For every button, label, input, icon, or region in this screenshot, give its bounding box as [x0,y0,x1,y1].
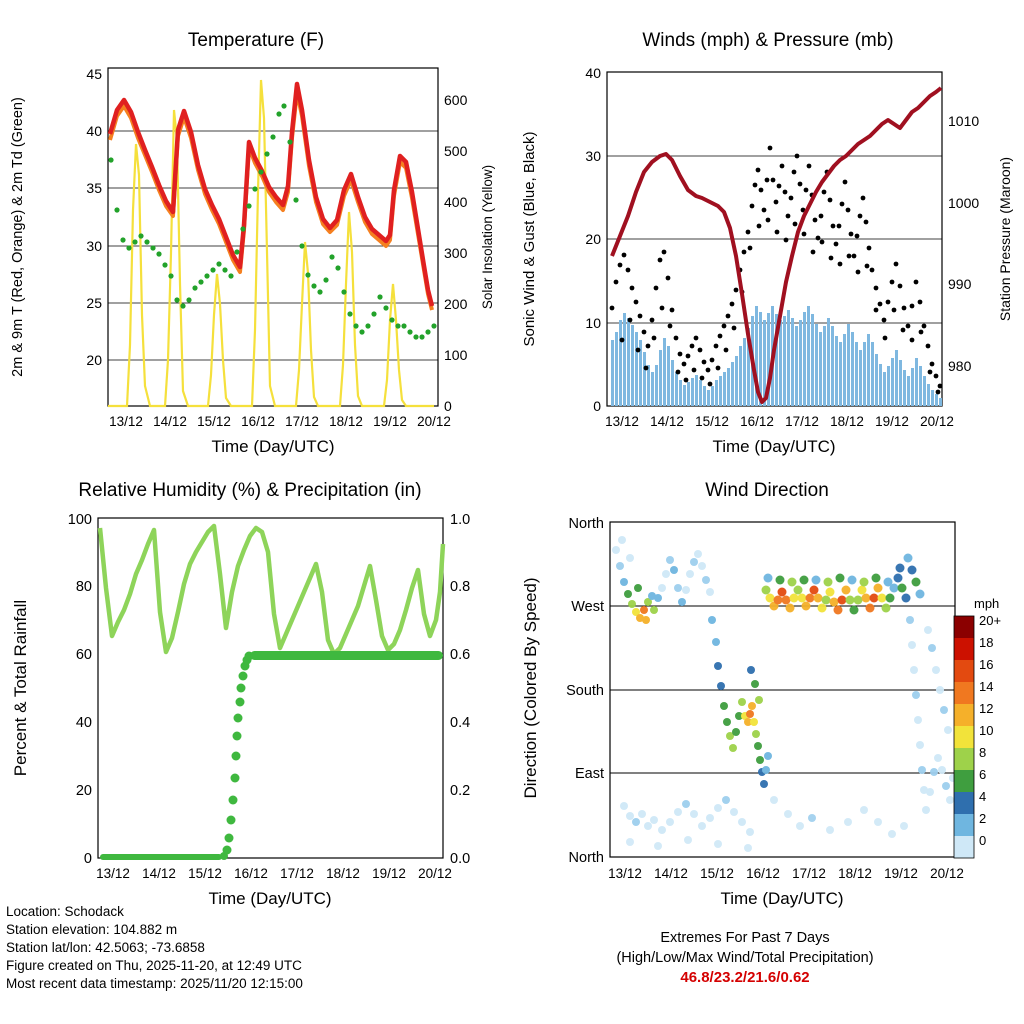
svg-text:1.0: 1.0 [450,512,471,528]
svg-text:West: West [571,599,604,615]
svg-text:18: 18 [979,635,994,650]
svg-text:19/12: 19/12 [373,414,407,429]
svg-text:0: 0 [83,851,92,867]
svg-text:14/12: 14/12 [153,414,187,429]
y2-axis-ticks [450,512,470,867]
svg-text:100: 100 [67,512,92,528]
svg-text:17/12: 17/12 [785,414,819,429]
svg-text:20/12: 20/12 [920,414,954,429]
svg-text:14/12: 14/12 [650,414,684,429]
svg-text:14: 14 [979,679,994,694]
svg-text:10: 10 [585,315,601,331]
svg-text:8: 8 [979,745,987,760]
winds-pressure-chart [512,20,1024,460]
svg-text:East: East [574,766,604,782]
svg-text:16/12: 16/12 [740,414,774,429]
svg-text:18/12: 18/12 [830,414,864,429]
temperature-chart [0,20,512,460]
svg-text:16/12: 16/12 [241,414,275,429]
humidity-precip-chart [0,470,512,910]
svg-text:12: 12 [979,701,994,716]
latlon-line: Station lat/lon: 42.5063; -73.6858 [6,940,205,955]
svg-text:500: 500 [444,143,468,159]
chart-title: Wind Direction [705,480,829,501]
svg-text:2: 2 [979,811,987,826]
svg-text:15/12: 15/12 [197,414,231,429]
elevation-line: Station elevation: 104.882 m [6,922,178,937]
svg-text:45: 45 [86,66,102,82]
svg-text:13/12: 13/12 [608,866,642,881]
y-axis-ticks [68,512,92,867]
svg-text:4: 4 [979,789,987,804]
svg-text:16: 16 [979,657,994,672]
colorbar-swatches [954,616,974,858]
svg-text:40: 40 [585,65,601,81]
x-axis-ticks [608,866,964,881]
y-axis-ticks [585,65,601,414]
svg-text:16/12: 16/12 [746,866,780,881]
svg-text:10: 10 [979,723,994,738]
svg-text:15/12: 15/12 [695,414,729,429]
y2-axis-ticks [444,92,468,414]
extremes-value: 46.8/23.2/21.6/0.62 [680,969,810,986]
svg-text:0.6: 0.6 [450,647,471,663]
station-metadata [6,903,303,993]
temperature-panel [0,20,512,460]
y-axis-label: Percent & Total Rainfall [11,599,30,777]
svg-text:100: 100 [444,347,468,363]
svg-text:20: 20 [86,352,102,368]
y2-axis-ticks [948,113,979,374]
svg-text:0.4: 0.4 [450,715,471,731]
svg-text:1010: 1010 [948,113,980,129]
svg-text:16/12: 16/12 [234,866,268,881]
svg-text:6: 6 [979,767,987,782]
svg-text:17/12: 17/12 [792,866,826,881]
wind-direction-scatter [612,536,957,852]
svg-text:990: 990 [948,276,972,292]
svg-text:0.8: 0.8 [450,579,471,595]
svg-text:40: 40 [86,123,102,139]
y2-axis-label: Station Pressure (Maroon) [997,156,1013,322]
svg-text:19/12: 19/12 [875,414,909,429]
chart-title: Winds (mph) & Pressure (mb) [642,30,894,51]
x-axis-ticks [96,866,452,881]
svg-text:20/12: 20/12 [418,866,452,881]
svg-text:0: 0 [444,398,452,414]
svg-text:18/12: 18/12 [329,414,363,429]
svg-text:30: 30 [86,238,102,254]
plot-frame [610,522,955,857]
svg-text:18/12: 18/12 [326,866,360,881]
svg-text:18/12: 18/12 [838,866,872,881]
svg-text:0: 0 [593,398,601,414]
colorbar-title: mph [974,596,1000,611]
svg-text:30: 30 [585,148,601,164]
svg-text:980: 980 [948,358,972,374]
svg-text:1000: 1000 [948,195,980,211]
x-axis-label: Time (Day/UTC) [720,889,844,908]
y2-axis-label: Solar Insolation (Yellow) [480,164,495,310]
t9m-series [110,92,432,310]
wind-direction-panel [512,470,1024,910]
location-line: Location: Schodack [6,904,124,919]
svg-text:20: 20 [75,783,92,799]
svg-text:13/12: 13/12 [605,414,639,429]
svg-text:South: South [566,683,604,699]
extremes-title: Extremes For Past 7 Days [660,930,830,946]
svg-text:60: 60 [75,647,92,663]
y-axis-ticks [86,66,102,368]
svg-text:400: 400 [444,194,468,210]
svg-text:20: 20 [585,231,601,247]
x-axis-label: Time (Day/UTC) [712,437,836,456]
svg-text:20/12: 20/12 [930,866,964,881]
chart-title: Temperature (F) [187,30,325,51]
winds-pressure-panel [512,20,1024,460]
y-axis-ticks [566,516,604,866]
svg-text:14/12: 14/12 [654,866,688,881]
svg-text:19/12: 19/12 [372,866,406,881]
svg-text:600: 600 [444,92,468,108]
extremes-subtitle: (High/Low/Max Wind/Total Precipitation) [616,950,874,966]
x-axis-label: Time (Day/UTC) [208,889,332,908]
sonic-wind-series [611,306,942,406]
td2m-series [108,103,436,339]
y-axis-label: Direction (Colored By Speed) [521,577,540,799]
x-axis-ticks [605,414,954,429]
svg-text:14/12: 14/12 [142,866,176,881]
svg-text:0: 0 [979,833,987,848]
svg-text:North: North [568,516,604,532]
svg-text:North: North [568,850,604,866]
y-axis-label: 2m & 9m T (Red, Orange) & 2m Td (Green) [10,97,26,377]
svg-text:19/12: 19/12 [884,866,918,881]
x-axis-ticks [109,414,451,429]
svg-text:15/12: 15/12 [188,866,222,881]
svg-text:35: 35 [86,180,102,196]
figure-created-line: Figure created on Thu, 2025-11-20, at 12:49 UTC [6,958,302,973]
wind-speed-colorbar [952,596,1024,866]
chart-title: Relative Humidity (%) & Precipitation (in) [78,480,422,501]
recent-timestamp-line: Most recent data timestamp: 2025/11/20 12:15:00 [6,976,303,991]
svg-text:13/12: 13/12 [96,866,130,881]
total-rainfall-series [100,651,443,860]
svg-text:17/12: 17/12 [280,866,314,881]
svg-text:13/12: 13/12 [109,414,143,429]
svg-text:0.0: 0.0 [450,851,471,867]
wind-direction-chart [512,470,1024,910]
svg-text:80: 80 [75,579,92,595]
colorbar-labels [979,613,1001,848]
svg-text:0.2: 0.2 [450,783,471,799]
svg-text:40: 40 [75,715,92,731]
svg-text:300: 300 [444,245,468,261]
svg-text:20/12: 20/12 [417,414,451,429]
y-axis-label: Sonic Wind & Gust (Blue, Black) [521,131,538,347]
svg-text:15/12: 15/12 [700,866,734,881]
svg-text:25: 25 [86,295,102,311]
svg-text:20+: 20+ [979,613,1002,628]
humidity-precip-panel [0,470,512,910]
svg-text:200: 200 [444,296,468,312]
svg-text:17/12: 17/12 [285,414,319,429]
relative-humidity-series [100,526,443,654]
extremes-block [530,928,960,988]
x-axis-label: Time (Day/UTC) [211,437,335,456]
